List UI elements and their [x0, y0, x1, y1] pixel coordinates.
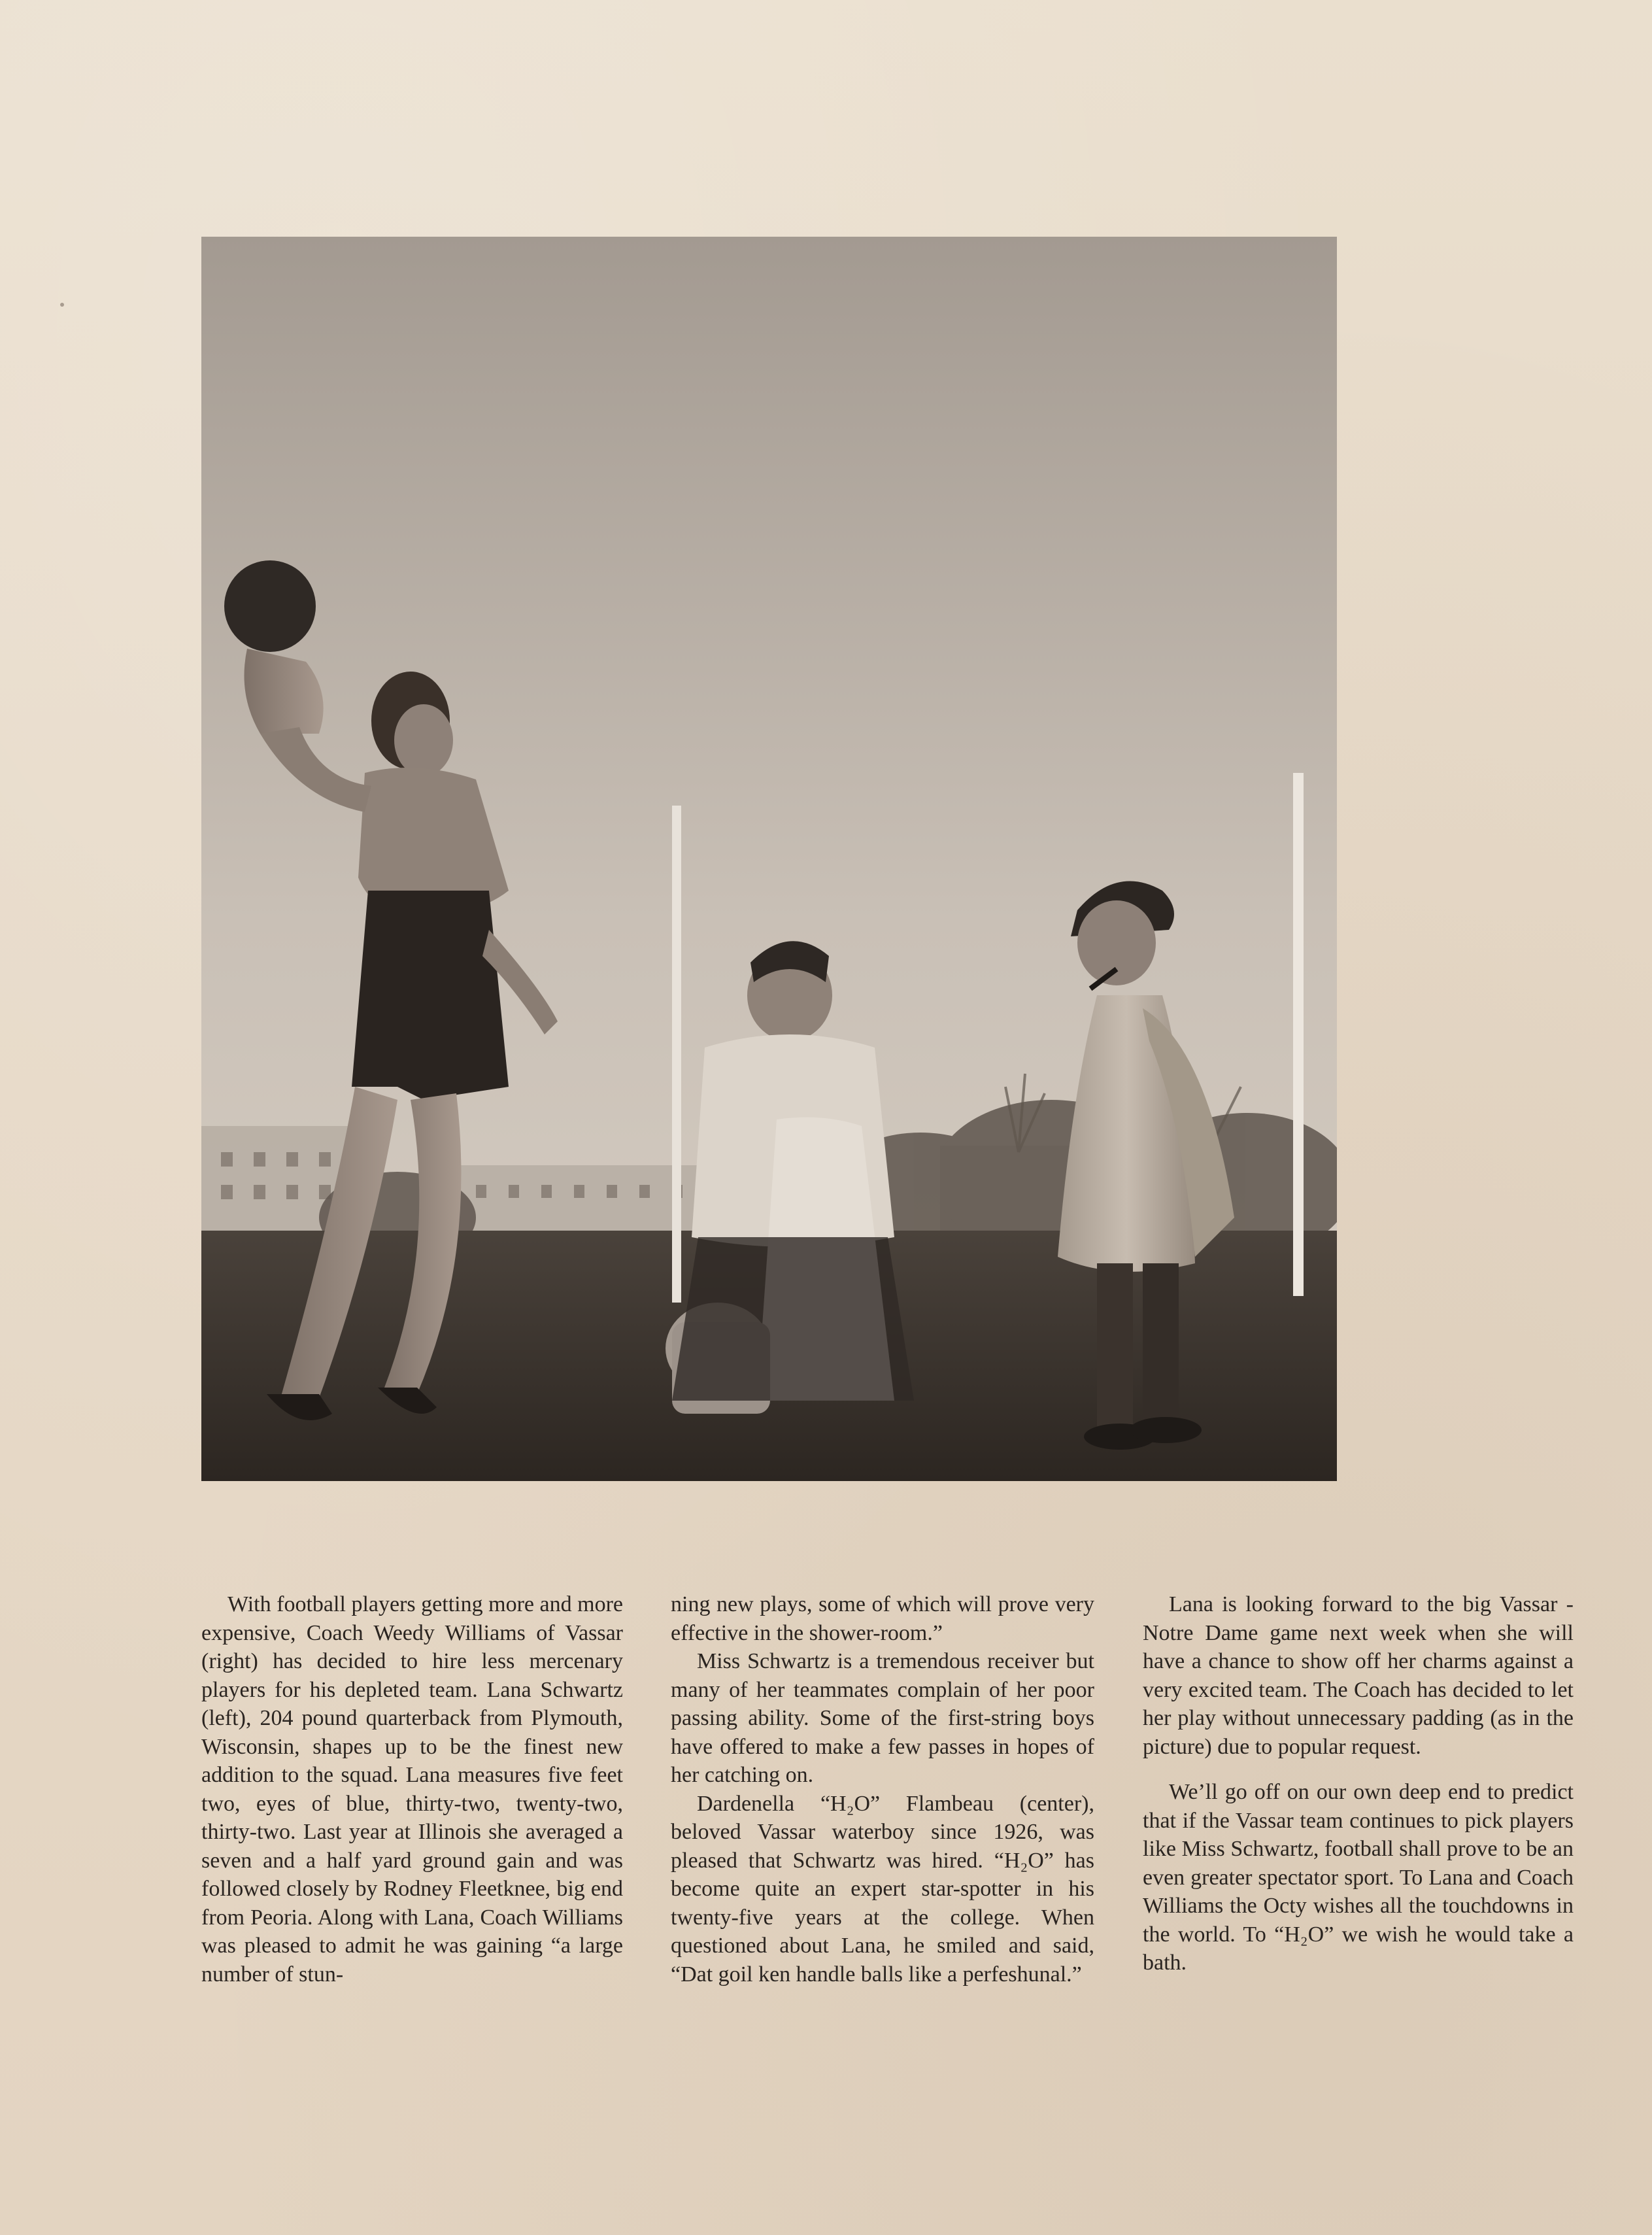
football-photo [201, 237, 1337, 1481]
article-column-2 [671, 1590, 1094, 1988]
paper-speck [60, 303, 64, 307]
paragraph: Dardenella “H₂O” Flambeau (center), beloved Vassar waterboy since 1926, was pleased that Schwartz was hired. “H₂O” has become quite an expert star-spotter in his twenty-five years at the college. When questioned about Lana, he smiled and said, “Dat goil ken handle balls like a perfeshunal.” [671, 1791, 1094, 1987]
article-body [201, 1590, 1574, 2107]
article-column-3 [1143, 1590, 1574, 1977]
paragraph: ning new plays, some of which will prove very effective in the shower-room.” [671, 1592, 1094, 1645]
photo-football-scene-icon [201, 237, 1337, 1481]
paragraph: We’ll go off on our own deep end to predict that if the Vassar team continues to pick players like Miss Schwartz, football shall prove to be an even greater spectator sport. To Lana and Coach Williams the Octy wishes all the touchdowns in the world. To “H₂O” we wish he would take a bath. [1143, 1780, 1574, 1975]
article-column-1 [201, 1590, 623, 1988]
paragraph: With football players getting more and more expensive, Coach Weedy Williams of Vassar (right) has decided to hire less mercenary players for his depleted team. Lana Schwartz (left), 204 pound quarterback from Plymouth, Wisconsin, shapes up to be the finest new addition to the squad. Lana measures five feet two, eyes of blue, thirty-two, twenty-two, thirty-two. Last year at Illinois she averaged a seven and a half yard ground gain and was followed closely by Rodney Fleetknee, big end from Peoria. Along with Lana, Coach Williams was pleased to admit he was gaining “a large number of stun- [201, 1592, 623, 1987]
paragraph: Miss Schwartz is a tremendous receiver but many of her teammates complain of her poor passing ability. Some of the first-string boys have offered to make a few passes in hopes of her catching on. [671, 1649, 1094, 1787]
paragraph: Lana is looking forward to the big Vassar - Notre Dame game next week when she will have a chance to show off her charms against a very excited team. The Coach has decided to let her play without unnecessary padding (as in the picture) due to popular request. [1143, 1592, 1574, 1759]
